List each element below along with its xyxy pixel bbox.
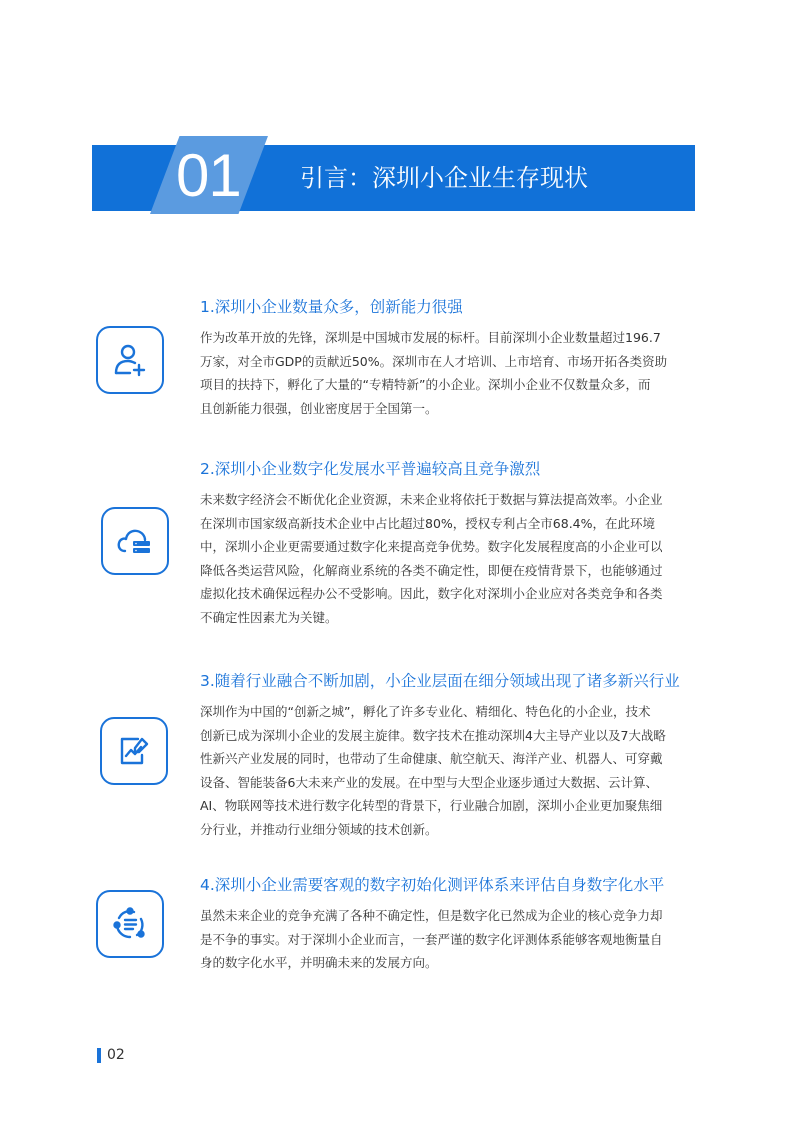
body-line: 不确定性因素尤为关键。 — [200, 609, 338, 625]
user-plus-icon — [96, 326, 164, 394]
body-line: 创新已成为深圳小企业的发展主旋律。数字技术在推动深圳4大主导产业以及7大战略 — [200, 727, 666, 743]
page-number-marker — [97, 1048, 101, 1063]
cloud-server-icon — [101, 507, 169, 575]
body-line: 设备、智能装备6大未来产业的发展。在中型与大型企业逐步通过大数据、云计算、 — [200, 774, 658, 790]
body-line: 项目的扶持下，孵化了大量的“专精特新”的小企业。深圳小企业不仅数量众多，而 — [200, 377, 651, 392]
section-title: 1.深圳小企业数量众多，创新能力很强 — [200, 298, 463, 316]
body-line: 降低各类运营风险，化解商业系统的各类不确定性，即便在疫情背景下，也能够通过 — [200, 562, 663, 578]
page-number-text: 02 — [107, 1047, 125, 1063]
body-line: 且创新能力很强，创业密度居于全国第一。 — [200, 400, 438, 416]
list-cycle-icon — [96, 890, 164, 958]
body-line: 身的数字化水平，并明确未来的发展方向。 — [200, 955, 438, 970]
body-line: 万家，对全市GDP的贡献近50%。深圳市在人才培训、上市培育、市场开拓各类资助 — [200, 353, 668, 369]
body-line: AI、物联网等技术进行数字化转型的背景下，行业融合加剧，深圳小企业更加聚焦细 — [200, 798, 663, 813]
body-line: 作为改革开放的先锋，深圳是中国城市发展的标杆。目前深圳小企业数量超过196.7 — [200, 330, 661, 345]
body-line: 分行业，并推动行业细分领域的技术创新。 — [200, 821, 438, 837]
section-body — [200, 326, 698, 420]
body-line: 深圳作为中国的“创新之城”，孵化了许多专业化、精细化、特色化的小企业，技术 — [200, 704, 651, 719]
body-line: 性新兴产业发展的同时，也带动了生命健康、航空航天、海洋产业、机器人、可穿戴 — [200, 751, 663, 766]
body-line: 未来数字经济会不断优化企业资源，未来企业将依托于数据与算法提高效率。小企业 — [200, 492, 663, 507]
chapter-number: 01 — [176, 142, 241, 209]
section-title: 2.深圳小企业数字化发展水平普遍较高且竞争激烈 — [200, 460, 541, 478]
page-number — [97, 1045, 125, 1065]
section-body — [200, 904, 698, 975]
chart-edit-icon — [100, 717, 168, 785]
chapter-title: 引言：深圳小企业生存现状 — [300, 164, 588, 192]
body-line: 虚拟化技术确保远程办公不受影响。因此，数字化对深圳小企业应对各类竞争和各类 — [200, 586, 663, 601]
section-body — [200, 700, 698, 841]
section-title: 3.随着行业融合不断加剧，小企业层面在细分领域出现了诸多新兴行业 — [200, 672, 680, 690]
section-body — [200, 488, 698, 629]
body-line: 在深圳市国家级高新技术企业中占比超过80%，授权专利占全市68.4%，在此环境 — [200, 515, 655, 531]
body-line: 虽然未来企业的竞争充满了各种不确定性，但是数字化已然成为企业的核心竞争力却 — [200, 908, 663, 923]
section-title: 4.深圳小企业需要客观的数字初始化测评体系来评估自身数字化水平 — [200, 876, 665, 894]
body-line: 是不争的事实。对于深圳小企业而言，一套严谨的数字化评测体系能够客观地衡量自 — [200, 931, 663, 947]
body-line: 中，深圳小企业更需要通过数字化来提高竞争优势。数字化发展程度高的小企业可以 — [200, 539, 663, 554]
